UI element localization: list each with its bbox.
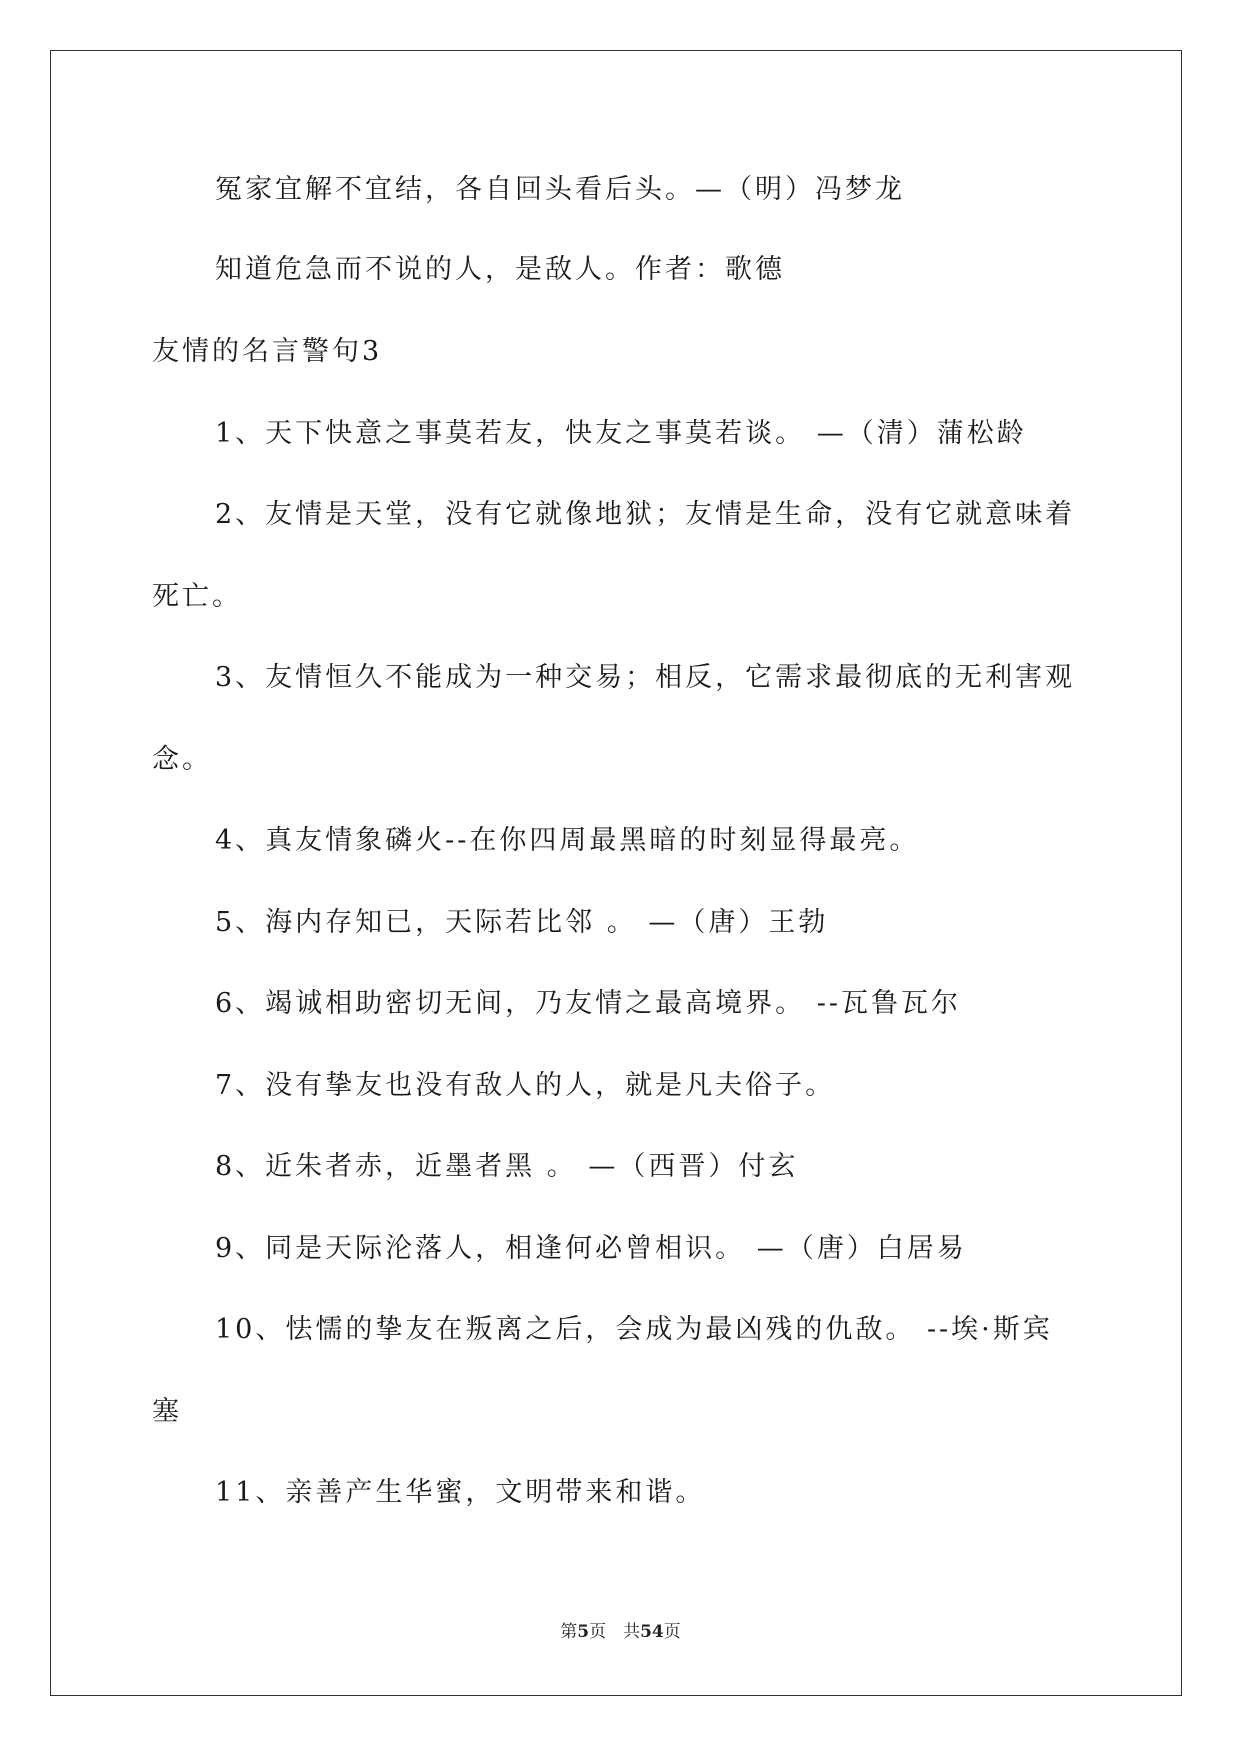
- page-border: [50, 50, 1182, 1696]
- paragraph-line: 11、亲善产生华蜜，文明带来和谐。: [215, 1477, 706, 1508]
- paragraph-line: 9、同是天际沦落人，相逢何必曾相识。 —（唐）白居易: [215, 1233, 967, 1264]
- paragraph-line: 死亡。: [152, 581, 242, 612]
- paragraph-line: 念。: [152, 744, 212, 775]
- paragraph-line: 1、天下快意之事莫若友，快友之事莫若谈。 —（清）蒲松龄: [215, 418, 1027, 449]
- paragraph-line: 10、怯懦的挚友在叛离之后，会成为最凶残的仇敌。 --埃·斯宾: [215, 1314, 1053, 1345]
- paragraph-line: 7、没有挚友也没有敌人的人，就是凡夫俗子。: [215, 1070, 836, 1101]
- paragraph-line: 3、友情恒久不能成为一种交易；相反，它需求最彻底的无利害观: [215, 662, 1076, 693]
- page-footer: [0, 1620, 1241, 1644]
- footer-total-pages: 54: [640, 1622, 664, 1642]
- paragraph-line: 塞: [152, 1396, 182, 1427]
- paragraph-line: 2、友情是天堂，没有它就像地狱；友情是生命，没有它就意味着: [215, 499, 1076, 530]
- paragraph-line: 6、竭诚相助密切无间，乃友情之最高境界。 --瓦鲁瓦尔: [215, 988, 962, 1019]
- paragraph-line: 8、近朱者赤，近墨者黑 。 —（西晋）付玄: [215, 1151, 799, 1182]
- paragraph-line: 知道危急而不说的人，是敌人。作者：歌德: [215, 254, 785, 285]
- footer-prefix: 第: [560, 1622, 578, 1642]
- section-heading: 友情的名言警句3: [152, 336, 383, 367]
- footer-mid: 页 共: [589, 1622, 641, 1642]
- paragraph-line: 5、海内存知已，天际若比邻 。 —（唐）王勃: [215, 907, 829, 938]
- paragraph-line: 4、真友情象磷火--在你四周最黑暗的时刻显得最亮。: [215, 825, 920, 856]
- paragraph-line: 冤家宜解不宜结，各自回头看后头。—（明）冯梦龙: [215, 174, 905, 205]
- footer-suffix: 页: [663, 1622, 681, 1642]
- footer-page-number: 5: [577, 1622, 590, 1642]
